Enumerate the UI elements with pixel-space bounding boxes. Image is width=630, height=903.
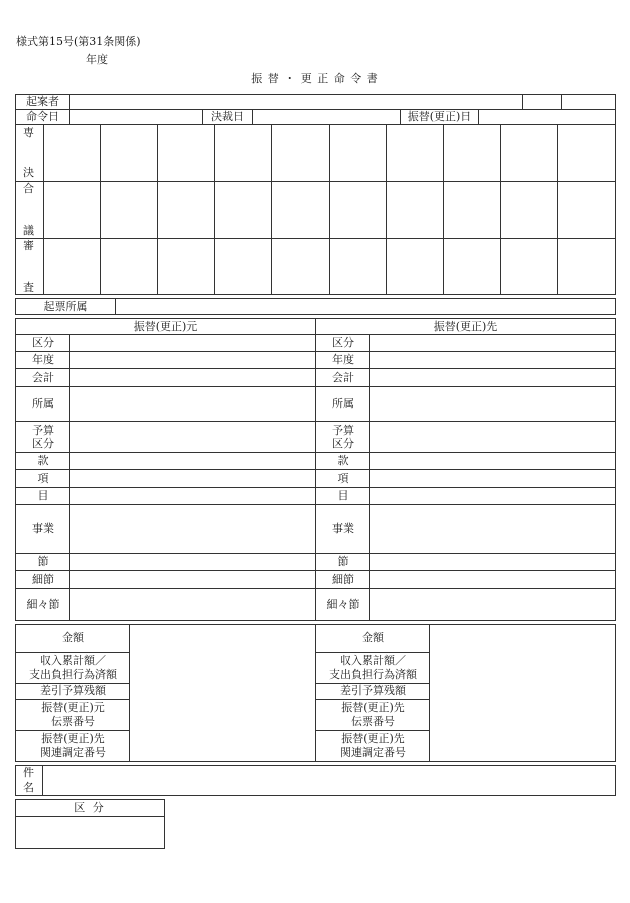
drafter-stamp-2[interactable] (562, 95, 615, 109)
dest-field-jigyou[interactable] (370, 505, 615, 553)
source-field-saisetsu[interactable] (70, 571, 315, 588)
slip-dept-field[interactable] (116, 299, 615, 314)
source-label-saisetsu: 細節 (32, 573, 54, 586)
dest-field-yosan-kubun[interactable] (370, 422, 615, 452)
shinsa-char-2: 査 (23, 281, 34, 294)
decision-date-field[interactable] (253, 110, 399, 124)
source-field-kou[interactable] (70, 470, 315, 487)
amounts-left-remaining-budget: 差引予算残額 (40, 684, 106, 697)
dest-field-moku[interactable] (370, 488, 615, 504)
dest-field-kou[interactable] (370, 470, 615, 487)
transfer-date-label: 振替(更正)日 (407, 110, 472, 123)
amounts-right-cumulative: 収入累計額／ 支出負担行為済額 (329, 654, 417, 681)
dest-label-kou: 項 (337, 472, 349, 485)
amounts-right-related-number: 振替(更正)先 関連調定番号 (340, 732, 406, 759)
senketsu-char-1: 専 (23, 126, 34, 139)
form-number: 様式第15号(第31条関係) (16, 35, 141, 48)
source-field-nendo[interactable] (70, 352, 315, 368)
slip-dept-label: 起票所属 (43, 300, 88, 313)
amounts-left-slip-number: 振替(更正)元 伝票番号 (41, 701, 105, 728)
shinsa-char-1: 審 (23, 239, 34, 252)
source-field-setsu[interactable] (70, 554, 315, 570)
dest-field-setsu[interactable] (370, 554, 615, 570)
amounts-left-value-field[interactable] (130, 625, 315, 761)
aigi-char-1: 合 (23, 182, 34, 195)
source-label-setsu: 節 (37, 555, 49, 568)
drafter-field[interactable] (70, 95, 521, 109)
senketsu-char-2: 決 (23, 166, 34, 179)
aigi-char-2: 議 (23, 224, 34, 237)
approval-grid (15, 124, 616, 295)
amounts-right-value-field[interactable] (430, 625, 615, 761)
source-field-jigyou[interactable] (70, 505, 315, 553)
dest-label-kan: 款 (337, 454, 349, 467)
source-heading: 振替(更正)元 (133, 320, 198, 333)
source-field-moku[interactable] (70, 488, 315, 504)
category-label: 区 分 (74, 801, 106, 814)
decision-date-label: 決裁日 (211, 110, 244, 123)
dest-field-saisaisetsu[interactable] (370, 589, 615, 621)
dest-label-nendo: 年度 (332, 353, 354, 366)
dest-label-moku: 目 (337, 489, 349, 502)
dest-field-kan[interactable] (370, 453, 615, 469)
dest-label-kaikei: 会計 (332, 371, 354, 384)
dest-field-saisetsu[interactable] (370, 571, 615, 588)
page-title: 振 替 ・ 更 正 命 令 書 (251, 72, 379, 85)
dest-label-jigyou: 事業 (332, 522, 354, 535)
source-label-kan: 款 (37, 454, 49, 467)
drafter-label: 起案者 (26, 95, 59, 108)
subject-char-2: 名 (23, 781, 34, 794)
fiscal-year-label: 年度 (86, 53, 108, 66)
source-label-saisaisetsu: 細々節 (26, 598, 60, 611)
subject-char-1: 件 (23, 766, 34, 779)
source-label-kou: 項 (37, 472, 49, 485)
dest-label-saisaisetsu: 細々節 (326, 598, 360, 611)
transfer-date-field[interactable] (479, 110, 615, 124)
source-label-nendo: 年度 (32, 353, 54, 366)
dest-field-kaikei[interactable] (370, 369, 615, 386)
source-field-kaikei[interactable] (70, 369, 315, 386)
source-field-yosan-kubun[interactable] (70, 422, 315, 452)
amounts-left-related-number: 振替(更正)先 関連調定番号 (40, 732, 106, 759)
dest-label-kubun: 区分 (332, 336, 354, 349)
source-field-shozoku[interactable] (70, 387, 315, 421)
dest-heading: 振替(更正)先 (433, 320, 498, 333)
source-field-saisaisetsu[interactable] (70, 589, 315, 621)
dest-field-nendo[interactable] (370, 352, 615, 368)
subject-field[interactable] (43, 766, 615, 795)
order-date-field[interactable] (70, 110, 201, 124)
dest-field-shozoku[interactable] (370, 387, 615, 421)
dest-field-kubun[interactable] (370, 335, 615, 351)
source-label-moku: 目 (37, 489, 49, 502)
dest-label-saisetsu: 細節 (332, 573, 354, 586)
source-field-kubun[interactable] (70, 335, 315, 351)
amounts-right-remaining-budget: 差引予算残額 (340, 684, 406, 697)
order-date-label: 命令日 (26, 110, 59, 123)
category-field[interactable] (16, 817, 164, 848)
dest-label-shozoku: 所属 (332, 397, 354, 410)
source-label-kaikei: 会計 (32, 371, 54, 384)
dest-label-yosan-kubun: 予算 区分 (332, 424, 354, 450)
amounts-right-amount: 金額 (362, 631, 384, 644)
drafter-stamp-1[interactable] (523, 95, 560, 109)
amounts-left-cumulative: 収入累計額／ 支出負担行為済額 (29, 654, 117, 681)
amounts-left-amount: 金額 (62, 631, 84, 644)
source-label-shozoku: 所属 (32, 397, 54, 410)
dest-label-setsu: 節 (337, 555, 349, 568)
source-label-jigyou: 事業 (32, 522, 54, 535)
source-field-kan[interactable] (70, 453, 315, 469)
amounts-right-slip-number: 振替(更正)先 伝票番号 (341, 701, 405, 728)
source-label-yosan-kubun: 予算 区分 (32, 424, 54, 450)
source-label-kubun: 区分 (32, 336, 54, 349)
